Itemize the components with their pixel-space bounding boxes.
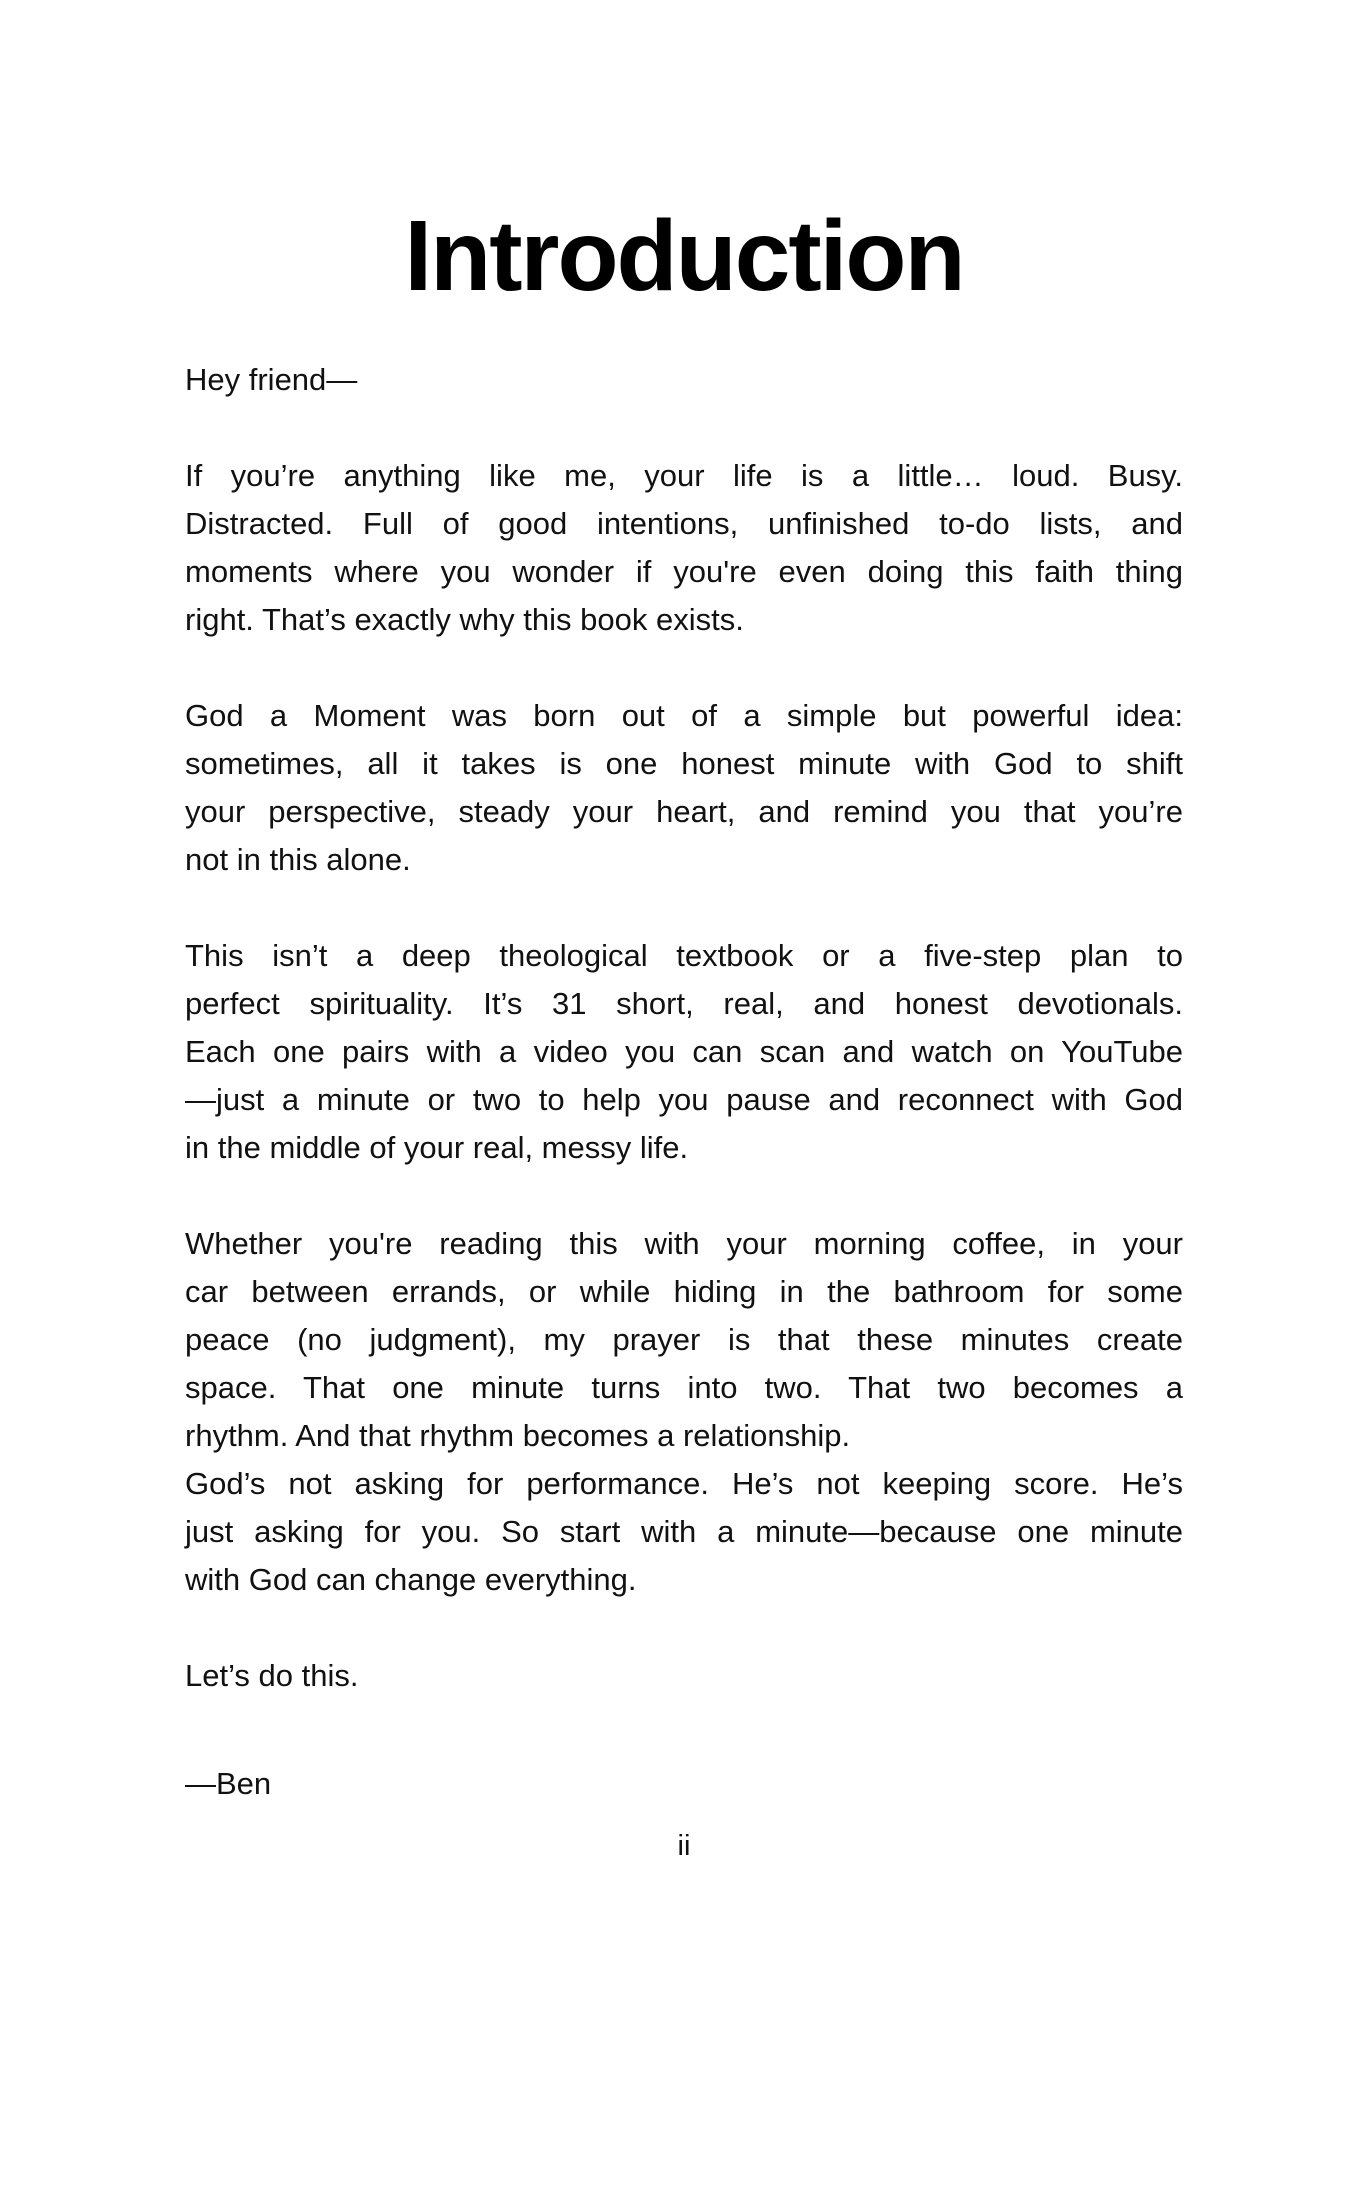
paragraph-line: space. That one minute turns into two. That two becomes a (185, 1370, 1183, 1405)
paragraph (185, 692, 1183, 884)
paragraph-line: Whether you're reading this with your morning coffee, in your (185, 1226, 1183, 1261)
paragraph-line: just asking for you. So start with a minute—because one minute (185, 1514, 1183, 1549)
paragraph-line: right. That’s exactly why this book exists. (185, 602, 744, 637)
paragraph-line: in the middle of your real, messy life. (185, 1130, 689, 1165)
paragraph-line: God a Moment was born out of a simple but powerful idea: (185, 698, 1183, 733)
paragraph-line: This isn’t a deep theological textbook or a five-step plan to (185, 938, 1183, 973)
paragraph-line: God’s not asking for performance. He’s not keeping score. He’s (185, 1466, 1183, 1501)
paragraph-line: moments where you wonder if you're even doing this faith thing (185, 554, 1183, 589)
paragraph-line: —just a minute or two to help you pause and reconnect with God (185, 1082, 1183, 1117)
paragraph-line: perfect spirituality. It’s 31 short, real, and honest devotionals. (185, 986, 1183, 1021)
paragraph (185, 1460, 1183, 1604)
paragraph-line: Distracted. Full of good intentions, unfinished to-do lists, and (185, 506, 1183, 541)
paragraph-line: not in this alone. (185, 842, 411, 877)
paragraph (185, 452, 1183, 644)
signature-line: —Ben (185, 1766, 272, 1801)
paragraph-line: with God can change everything. (185, 1562, 637, 1597)
paragraph (185, 932, 1183, 1172)
paragraph-line: rhythm. And that rhythm becomes a relationship. (185, 1418, 851, 1453)
closing-line: Let’s do this. (185, 1658, 359, 1693)
greeting-line: Hey friend— (185, 362, 358, 397)
paragraph-line: car between errands, or while hiding in the bathroom for some (185, 1274, 1183, 1309)
paragraph-line: If you’re anything like me, your life is a little… loud. Busy. (185, 458, 1183, 493)
page-number: ii (677, 1830, 691, 1862)
paragraph-line: peace (no judgment), my prayer is that these minutes create (185, 1322, 1183, 1357)
paragraph-line: Each one pairs with a video you can scan and watch on YouTube (185, 1034, 1183, 1069)
document-page (0, 200, 1368, 2200)
chapter-title: Introduction (404, 200, 964, 312)
paragraph-line: sometimes, all it takes is one honest minute with God to shift (185, 746, 1183, 781)
paragraph (185, 1220, 1183, 1460)
paragraph-line: your perspective, steady your heart, and remind you that you’re (185, 794, 1183, 829)
